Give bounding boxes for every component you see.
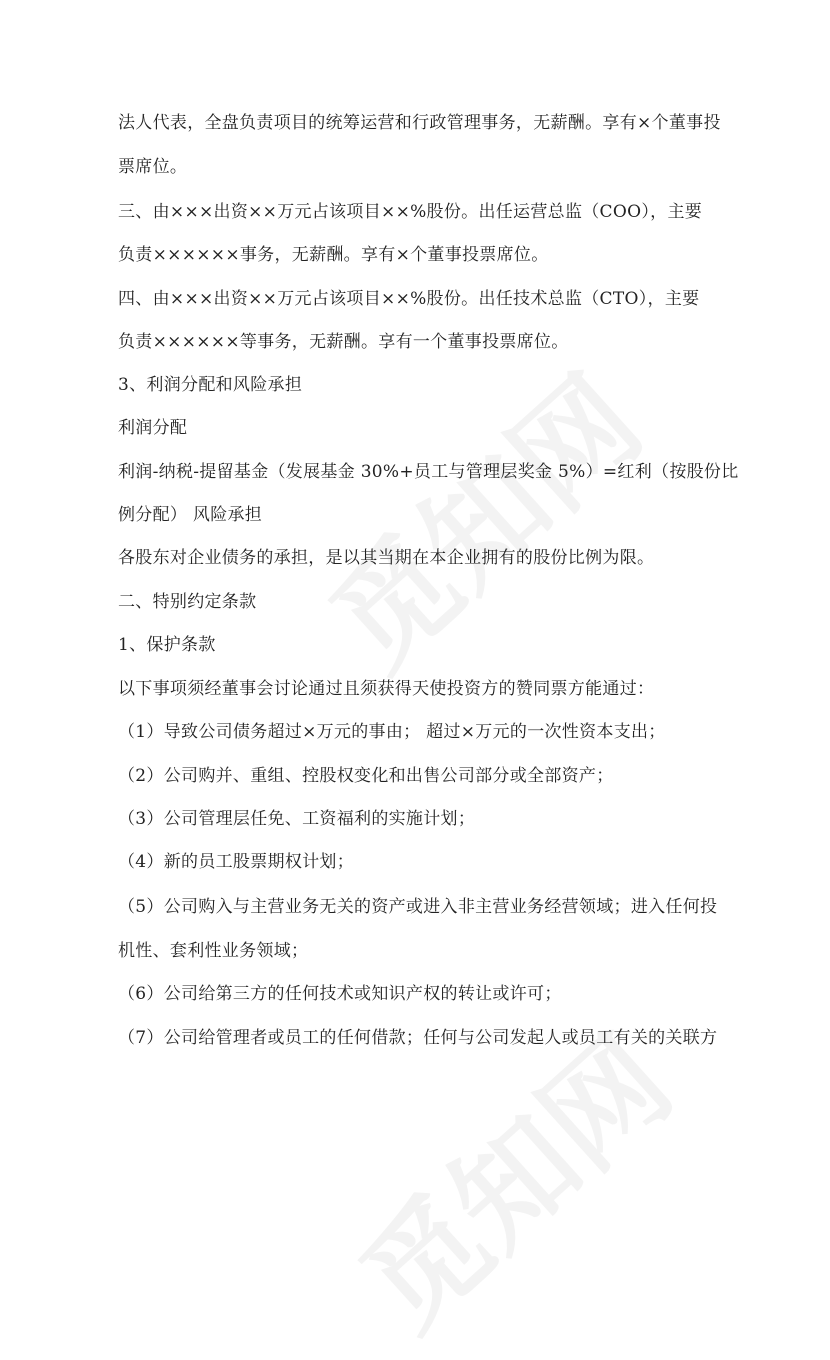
paragraph-line: 负责××××××等事务，无薪酬。享有一个董事投票席位。	[118, 332, 569, 352]
list-item: （1）导致公司债务超过×万元的事由； 超过×万元的一次性资本支出；	[118, 722, 666, 742]
paragraph-line: 以下事项须经董事会讨论通过且须获得天使投资方的赞同票方能通过：	[118, 679, 655, 699]
list-item: （4）新的员工股票期权计划；	[118, 852, 355, 872]
paragraph-line: 票席位。	[118, 157, 188, 177]
subsection-heading: 利润分配	[118, 418, 188, 438]
paragraph-line: 负责××××××事务，无薪酬。享有×个董事投票席位。	[118, 245, 549, 265]
section-heading: 1、保护条款	[118, 635, 216, 655]
list-item: （6）公司给第三方的任何技术或知识产权的转让或许可；	[118, 984, 562, 1004]
list-item-continuation: 机性、套利性业务领域；	[118, 941, 309, 961]
list-item: （7）公司给管理者或员工的任何借款；任何与公司发起人或员工有关的关联方	[118, 1028, 718, 1048]
list-item: （3）公司管理层任免、工资福利的实施计划；	[118, 809, 476, 829]
section-heading: 二、特别约定条款	[118, 592, 257, 612]
list-item: （5）公司购入与主营业务无关的资产或进入非主营业务经营领域；进入任何投	[118, 897, 718, 917]
paragraph-line: 各股东对企业债务的承担，是以其当期在本企业拥有的股份比例为限。	[118, 548, 655, 568]
paragraph-line: 三、由×××出资××万元占该项目××%股份。出任运营总监（COO），主要	[118, 202, 703, 222]
list-item: （2）公司购并、重组、控股权变化和出售公司部分或全部资产；	[118, 766, 614, 786]
paragraph-line: 例分配） 风险承担	[118, 505, 263, 525]
section-heading: 3、利润分配和风险承担	[118, 375, 303, 395]
paragraph-line: 利润-纳税-提留基金（发展基金 30%+员工与管理层奖金 5%）=红利（按股份比	[118, 462, 739, 482]
paragraph-line: 四、由×××出资××万元占该项目××%股份。出任技术总监（CTO），主要	[118, 289, 700, 309]
paragraph-line: 法人代表，全盘负责项目的统筹运营和行政管理事务，无薪酬。享有×个董事投	[118, 113, 721, 133]
